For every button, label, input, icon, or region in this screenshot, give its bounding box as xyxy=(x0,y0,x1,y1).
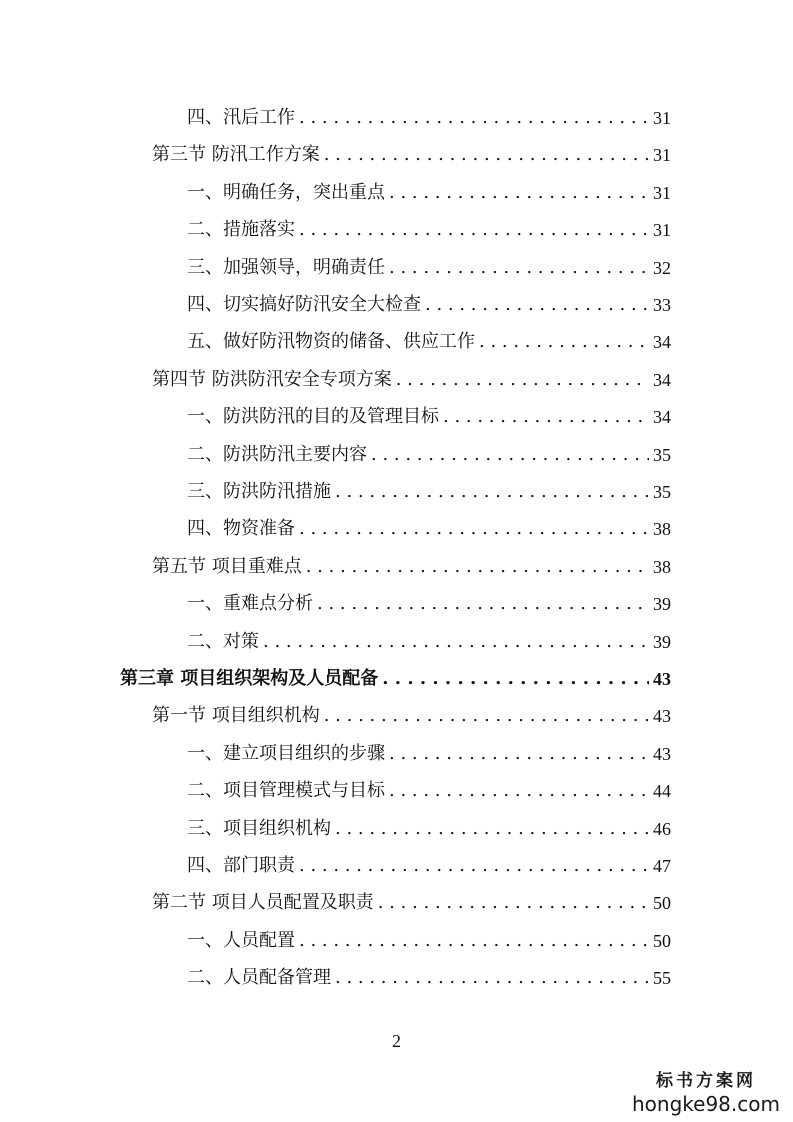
toc-dot-leader xyxy=(479,328,649,356)
toc-subsection-entry[interactable] xyxy=(187,590,671,618)
toc-section-entry[interactable] xyxy=(152,702,671,730)
toc-entry-page: 38 xyxy=(653,519,671,540)
toc-subsection-entry[interactable] xyxy=(187,291,671,319)
toc-entry-title: 第二节 项目人员配置及职责 xyxy=(152,892,374,914)
toc-entry-page: 34 xyxy=(653,369,671,390)
toc-section-entry[interactable] xyxy=(152,889,671,917)
toc-subsection-entry[interactable] xyxy=(187,104,671,132)
toc-subsection-entry[interactable] xyxy=(187,777,671,805)
toc-dot-leader xyxy=(335,815,649,843)
toc-entry-title: 一、明确任务，突出重点 xyxy=(187,181,385,203)
toc-dot-leader xyxy=(389,179,649,207)
toc-subsection-entry[interactable] xyxy=(187,927,671,955)
toc-section-entry[interactable] xyxy=(152,553,671,581)
toc-entry-page: 34 xyxy=(653,332,671,353)
toc-entry-title: 四、切实搞好防汛安全大检查 xyxy=(187,294,421,315)
toc-entry-title: 一、建立项目组织的步骤 xyxy=(187,742,385,764)
toc-entry-page: 39 xyxy=(653,631,671,652)
toc-dot-leader xyxy=(299,852,649,880)
toc-dot-leader xyxy=(299,104,649,132)
toc-dot-leader xyxy=(389,740,649,768)
toc-entry-title: 四、汛后工作 xyxy=(187,107,295,128)
toc-dot-leader xyxy=(324,702,649,730)
toc-subsection-entry[interactable] xyxy=(187,403,671,431)
toc-dot-leader xyxy=(396,366,649,394)
toc-entry-page: 46 xyxy=(653,818,671,839)
toc-entry-page: 43 xyxy=(653,743,671,764)
toc-entry-title: 一、防洪防汛的目的及管理目标 xyxy=(187,406,439,428)
toc-entry-title: 四、部门职责 xyxy=(187,855,295,876)
toc-entry-page: 35 xyxy=(653,444,671,465)
toc-entry-page: 31 xyxy=(653,108,671,128)
toc-dot-leader xyxy=(378,889,649,917)
toc-subsection-entry[interactable] xyxy=(187,441,671,469)
toc-dot-leader xyxy=(425,291,649,319)
toc-subsection-entry[interactable] xyxy=(187,515,671,543)
toc-dot-leader xyxy=(263,628,649,656)
toc-subsection-entry[interactable] xyxy=(187,179,671,207)
toc-entry-title: 第三章 项目组织架构及人员配备 xyxy=(120,668,379,689)
toc-entry-page: 31 xyxy=(653,220,671,241)
toc-entry-title: 一、重难点分析 xyxy=(187,593,313,615)
toc-subsection-entry[interactable] xyxy=(187,740,671,768)
toc-dot-leader xyxy=(299,927,649,955)
toc-entry-title: 第三节 防汛工作方案 xyxy=(152,144,320,166)
toc-entry-page: 33 xyxy=(653,295,671,315)
toc-entry-page: 31 xyxy=(653,145,671,166)
toc-dot-leader xyxy=(306,553,649,581)
toc-subsection-entry[interactable] xyxy=(187,964,671,992)
toc-subsection-entry[interactable] xyxy=(187,328,671,356)
toc-entry-title: 二、人员配备管理 xyxy=(187,967,331,989)
toc-dot-leader xyxy=(389,254,649,282)
toc-entry-page: 35 xyxy=(653,482,671,502)
toc-entry-title: 二、措施落实 xyxy=(187,219,295,241)
toc-entry-page: 43 xyxy=(653,669,671,689)
toc-entry-title: 三、防洪防汛措施 xyxy=(187,481,331,502)
toc-subsection-entry[interactable] xyxy=(187,852,671,880)
toc-entry-page: 50 xyxy=(653,930,671,951)
toc-dot-leader xyxy=(299,216,649,244)
toc-dot-leader xyxy=(299,515,649,543)
toc-dot-leader xyxy=(317,590,649,618)
toc-section-entry[interactable] xyxy=(152,366,671,394)
toc-dot-leader xyxy=(324,141,649,169)
toc-entry-page: 43 xyxy=(653,706,671,727)
watermark-site: hongke98.com xyxy=(632,1092,780,1116)
toc-entry-title: 三、加强领导，明确责任 xyxy=(187,256,385,278)
toc-entry-title: 二、项目管理模式与目标 xyxy=(187,780,385,802)
toc-entry-title: 一、人员配置 xyxy=(187,929,295,951)
toc-entry-title: 第五节 项目重难点 xyxy=(152,555,302,577)
toc-dot-leader xyxy=(389,777,649,805)
toc-entry-page: 38 xyxy=(653,556,671,577)
toc-dot-leader xyxy=(443,403,649,431)
toc-section-entry[interactable] xyxy=(152,141,671,169)
toc-entry-page: 55 xyxy=(653,968,671,989)
toc-entry-title: 第四节 防洪防汛安全专项方案 xyxy=(152,368,392,390)
toc-entry-page: 32 xyxy=(653,257,671,278)
toc-entry-page: 31 xyxy=(653,182,671,203)
toc-chapter-entry[interactable] xyxy=(120,665,671,693)
toc-entry-page: 39 xyxy=(653,594,671,615)
toc-entry-page: 44 xyxy=(653,781,671,802)
toc-entry-page: 50 xyxy=(653,893,671,914)
toc-entry-page: 47 xyxy=(653,856,671,876)
watermark-name: 标书方案网 xyxy=(656,1071,756,1091)
toc-entry-title: 四、物资准备 xyxy=(187,518,295,540)
toc-dot-leader xyxy=(382,665,649,693)
toc-subsection-entry[interactable] xyxy=(187,478,671,506)
toc-entry-page: 34 xyxy=(653,407,671,428)
toc-entry-title: 第一节 项目组织机构 xyxy=(152,705,320,727)
toc-subsection-entry[interactable] xyxy=(187,216,671,244)
page-number: 2 xyxy=(392,1031,401,1051)
toc-dot-leader xyxy=(335,964,649,992)
toc-entry-title: 三、项目组织机构 xyxy=(187,817,331,839)
watermark xyxy=(631,1070,781,1116)
toc-dot-leader xyxy=(371,441,649,469)
toc-subsection-entry[interactable] xyxy=(187,628,671,656)
toc-dot-leader xyxy=(335,478,649,506)
toc-entry-title: 五、做好防汛物资的储备、供应工作 xyxy=(187,331,475,353)
toc-subsection-entry[interactable] xyxy=(187,815,671,843)
toc-entry-title: 二、防洪防汛主要内容 xyxy=(187,443,367,465)
toc-subsection-entry[interactable] xyxy=(187,254,671,282)
toc-entry-title: 二、对策 xyxy=(187,630,259,652)
